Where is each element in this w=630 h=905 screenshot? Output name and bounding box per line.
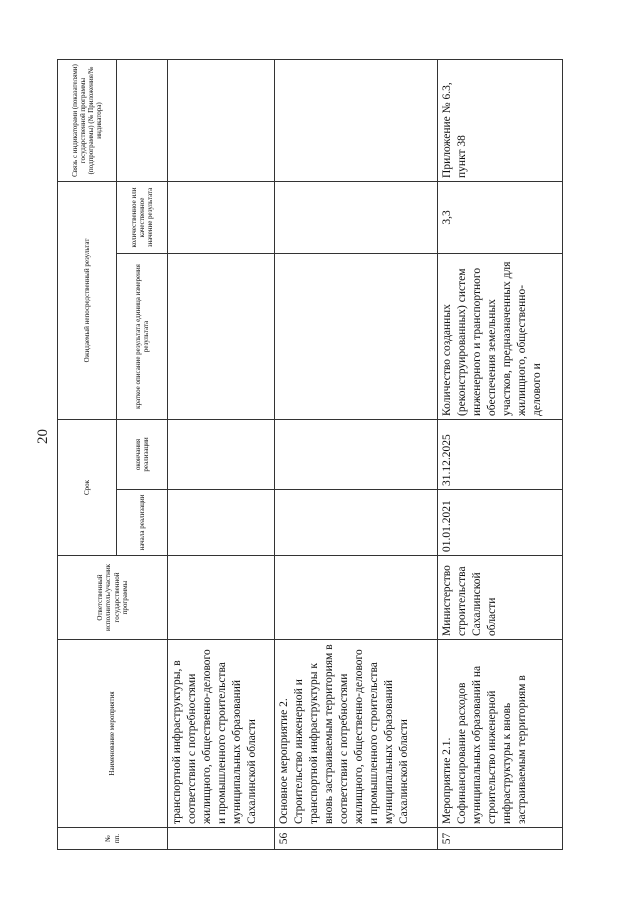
header-num: № пп. <box>58 828 168 850</box>
row-num: 56 <box>275 828 438 850</box>
row-name: Мероприятие 2.1. Софинансирование расходов муниципальных образований на строительство инженерной инфраструктуры к вновь застраиваемым территориям в <box>438 640 563 828</box>
row-indicator <box>275 59 438 181</box>
row-start: 01.01.2021 <box>438 490 563 556</box>
header-term-start: начала реализации <box>117 490 168 556</box>
row-end <box>168 419 275 489</box>
row-responsible: Министерство строительства Сахалинской области <box>438 556 563 640</box>
row-desc <box>275 253 438 419</box>
header-term-end: окончания реализации <box>117 419 168 489</box>
table-row <box>275 59 438 849</box>
header-indicator: Связь с индикаторами (показателями) государственной программы (подпрограммы) (№ Приложения/№ индикатора) <box>58 59 117 181</box>
row-num <box>168 828 275 850</box>
row-end: 31.12.2025 <box>438 419 563 489</box>
header-name: Наименование мероприятия <box>58 640 168 828</box>
row-indicator <box>168 59 275 181</box>
row-start <box>168 490 275 556</box>
header-indicator-empty <box>117 59 168 181</box>
row-name: Основное мероприятие 2. Строительство инженерной и транспортной инфраструктуры к вновь застраиваемым территориям в соответствии с потребностями жилищного, общественно-делового и промышленного строительства муниципальных образований Сахалинской области <box>275 640 438 828</box>
header-result-desc: краткое описание результата единица измерения результата <box>117 253 168 419</box>
header-result-value: количественное или качественное значение результата <box>117 181 168 253</box>
page-number: 20 <box>35 429 51 444</box>
row-responsible <box>168 556 275 640</box>
row-start <box>275 490 438 556</box>
row-indicator: Приложение № 6.3, пункт 38 <box>438 59 563 181</box>
row-desc <box>168 253 275 419</box>
row-desc: Количество созданных (реконструированных) систем инженерного и транспортного обеспечения земельных участков, предназначенных для жилищного, общественно-делового и <box>438 253 563 419</box>
row-value: 3,3 <box>438 181 563 253</box>
header-row <box>58 59 117 849</box>
table-row <box>168 59 275 849</box>
header-result: Ожидаемый непосредственный результат <box>58 181 117 419</box>
row-num: 57 <box>438 828 563 850</box>
table-row <box>438 59 563 849</box>
row-value <box>168 181 275 253</box>
rotated-table-sheet <box>57 60 587 850</box>
header-term: Срок <box>58 419 117 555</box>
header-responsible: Ответственный исполнитель/участник государственной программы <box>58 556 168 640</box>
row-end <box>275 419 438 489</box>
row-name: транспортной инфраструктуры, в соответствии с потребностями жилищного, общественно-делового и промышленного строительства муниципальных образований Сахалинской области <box>168 640 275 828</box>
row-value <box>275 181 438 253</box>
row-responsible <box>275 556 438 640</box>
program-table <box>57 59 563 850</box>
